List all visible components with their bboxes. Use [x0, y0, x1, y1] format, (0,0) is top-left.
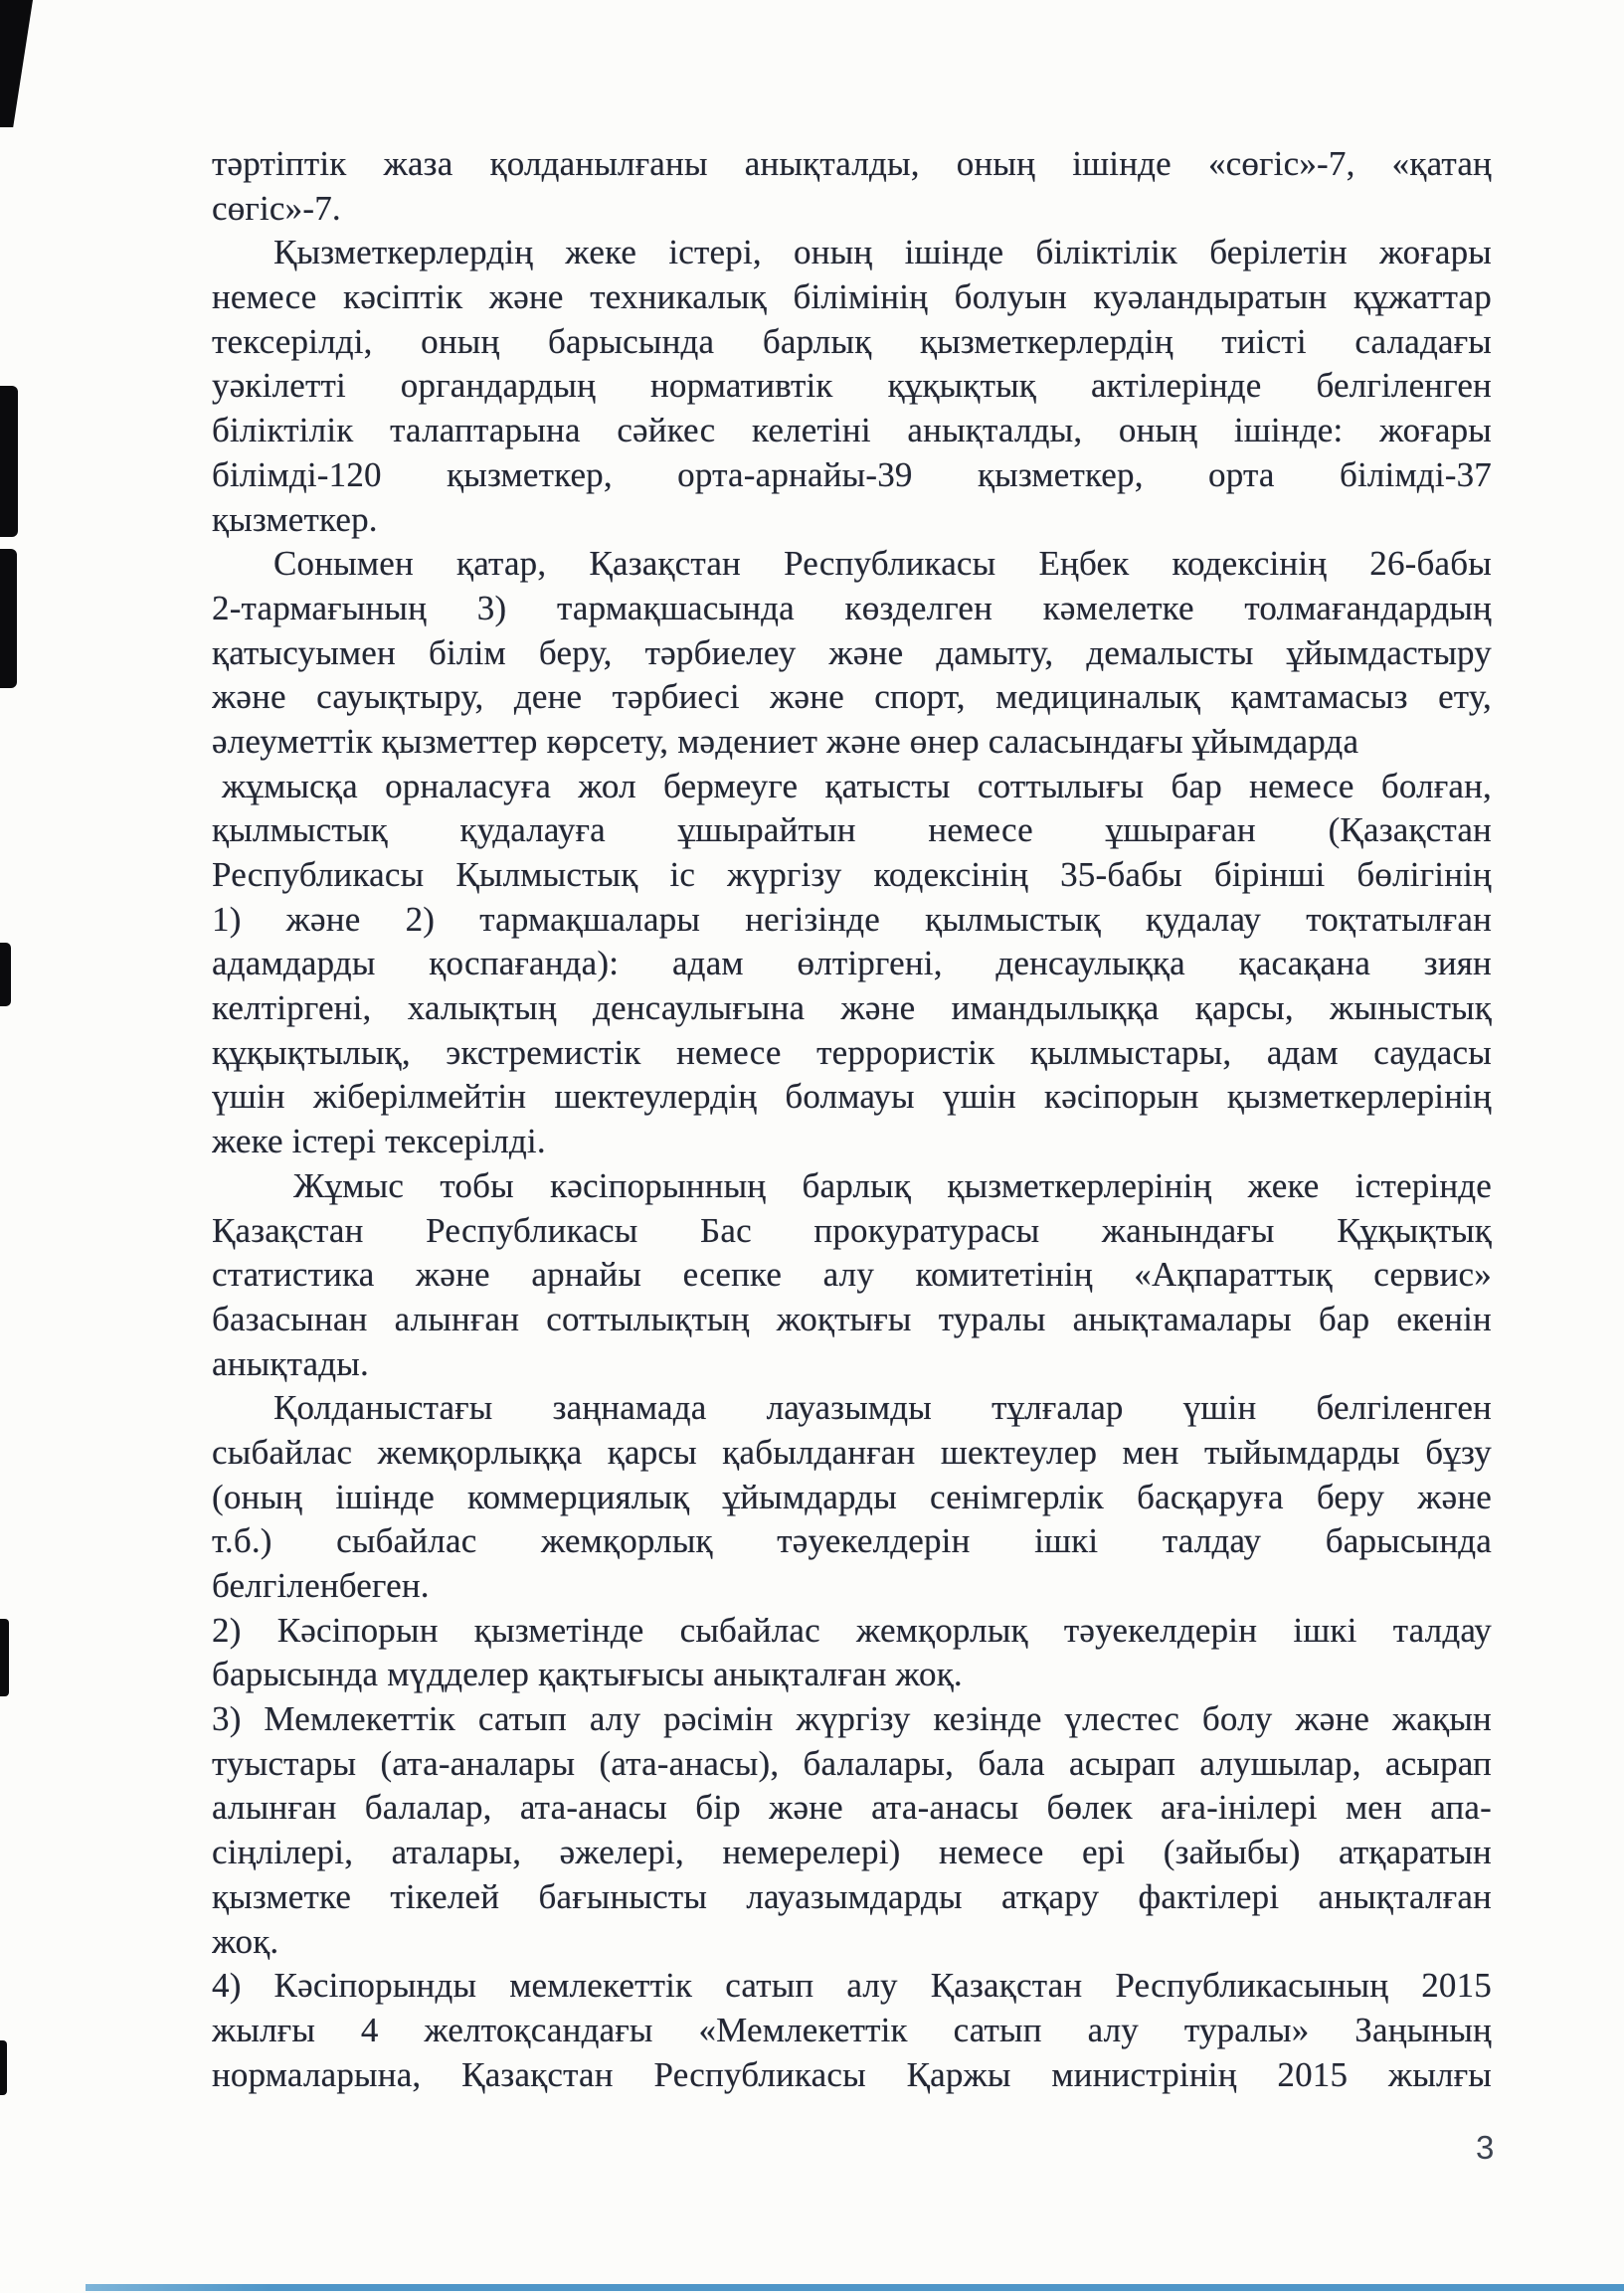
text-line: 2-тармағының 3) тармақшасында көзделген кәмелетке толмағандардың — [212, 588, 1492, 627]
document-body — [212, 142, 1492, 2097]
text-line: сөгіс»-7. — [212, 188, 341, 228]
text-line: Республикасы Қылмыстық іс жүргізу кодексінің 35-бабы бірінші бөлігінің — [212, 855, 1492, 894]
scan-artifact-mark — [0, 2040, 7, 2095]
text-line: Қазақстан Республикасы Бас прокуратурасы жанындағы Құқықтық — [212, 1210, 1492, 1250]
text-line: белгіленбеген. — [212, 1566, 430, 1605]
text-line: жеке істері тексерілді. — [212, 1122, 546, 1161]
text-line: немесе кәсіптік және техникалық білімінің болуын куәландыратын құжаттар — [212, 277, 1492, 317]
text-line: үшін жіберілмейтін шектеулердің болмауы үшін кәсіпорын қызметкерлерінің — [212, 1077, 1492, 1117]
text-line: қатысуымен білім беру, тәрбиелеу және дамыту, демалысты ұйымдастыру — [212, 632, 1492, 672]
text-line: келтіргені, халықтың денсаулығына және имандылыққа қарсы, жыныстық — [212, 988, 1492, 1028]
text-line: т.б.) сыбайлас жемқорлық тәуекелдерін ішкі талдау барысында — [212, 1521, 1492, 1561]
text-line: тексерілді, оның барысында барлық қызметкерлердің тиісті саладағы — [212, 321, 1492, 361]
scan-artifact-bar — [0, 386, 18, 537]
text-line: біліктілік талаптарына сәйкес келетіні анықталды, оның ішінде: жоғары — [212, 411, 1492, 450]
scan-artifact-mark — [0, 1619, 9, 1696]
text-line: барысында мүдделер қақтығысы анықталған жоқ. — [212, 1655, 963, 1694]
text-line: уәкілетті органдардың нормативтік құқықтық актілерінде белгіленген — [212, 366, 1492, 406]
text-line: әлеуметтік қызметтер көрсету, мәдениет және өнер саласындағы ұйымдарда — [212, 721, 1359, 761]
text-line: сіңлілері, аталары, әжелері, немерелері) немесе ері (зайыбы) атқаратын — [212, 1833, 1492, 1872]
text-line: Сонымен қатар, Қазақстан Республикасы Еңбек кодексінің 26-бабы — [273, 544, 1492, 584]
text-line: және сауықтыру, дене тәрбиесі және спорт, медициналық қамтамасыз ету, — [212, 677, 1492, 717]
text-line: анықтады. — [212, 1343, 369, 1383]
text-line: 1) және 2) тармақшалары негізінде қылмыстық қудалау тоқтатылған — [212, 899, 1492, 939]
text-line: тәртіптік жаза қолданылғаны анықталды, оның ішінде «сөгіс»-7, «қатаң — [212, 144, 1492, 183]
text-line: 4) Кәсіпорынды мемлекеттік сатып алу Қазақстан Республикасының 2015 — [212, 1966, 1492, 2006]
text-line: жоқ. — [212, 1921, 279, 1961]
scan-artifact-bar — [0, 549, 17, 688]
text-line: жылғы 4 желтоқсандағы «Мемлекеттік сатып алу туралы» Заңының — [212, 2010, 1492, 2049]
text-line: құқықтылық, экстремистік немесе террористік қылмыстары, адам саудасы — [212, 1032, 1492, 1072]
text-line: нормаларына, Қазақстан Республикасы Қаржы министрінің 2015 жылғы — [212, 2054, 1492, 2094]
text-line: жұмысқа орналасуға жол бермеуге қатысты соттылығы бар немесе болған, — [222, 766, 1492, 805]
text-line: білімді-120 қызметкер, орта-арнайы-39 қызметкер, орта білімді-37 — [212, 454, 1492, 494]
text-line: адамдарды қоспағанда): адам өлтіргені, денсаулыққа қасақана зиян — [212, 944, 1492, 983]
text-line: қылмыстық қудалауға ұшырайтын немесе ұшыраған (Қазақстан — [212, 810, 1492, 850]
text-line: Қолданыстағы заңнамада лауазымды тұлғалар үшін белгіленген — [273, 1388, 1492, 1428]
scan-artifact-mark — [0, 943, 11, 1006]
text-line: алынған балалар, ата-анасы бір және ата-анасы бөлек аға-інілері мен апа- — [212, 1788, 1492, 1828]
scan-artifact-mark-top-left — [0, 0, 33, 127]
page-number: 3 — [1476, 2129, 1495, 2166]
text-line: сыбайлас жемқорлыққа қарсы қабылданған шектеулер мен тыйымдарды бұзу — [212, 1432, 1492, 1472]
text-line: 2) Кәсіпорын қызметінде сыбайлас жемқорлық тәуекелдерін ішкі талдау — [212, 1610, 1492, 1650]
footer-scan-line — [86, 2284, 1624, 2291]
text-line: базасынан алынған соттылықтың жоқтығы туралы анықтамалары бар екенін — [212, 1299, 1492, 1338]
text-line: Қызметкерлердің жеке істері, оның ішінде біліктілік берілетін жоғары — [273, 233, 1492, 272]
text-line: қызметкер. — [212, 499, 378, 539]
text-line: (оның ішінде коммерциялық ұйымдарды сенімгерлік басқаруға беру және — [212, 1477, 1492, 1516]
text-line: Жұмыс тобы кәсіпорынның барлық қызметкерлерінің жеке істерінде — [293, 1165, 1492, 1205]
text-line: туыстары (ата-аналары (ата-анасы), балалары, бала асырап алушылар, асырап — [212, 1743, 1492, 1783]
text-line: қызметке тікелей бағынысты лауазымдарды атқару фактілері анықталған — [212, 1876, 1492, 1916]
text-line: статистика және арнайы есепке алу комитетінің «Ақпараттық сервис» — [212, 1255, 1492, 1295]
text-line: 3) Мемлекеттік сатып алу рәсімін жүргізу кезінде үлестес болу және жақын — [212, 1699, 1492, 1739]
